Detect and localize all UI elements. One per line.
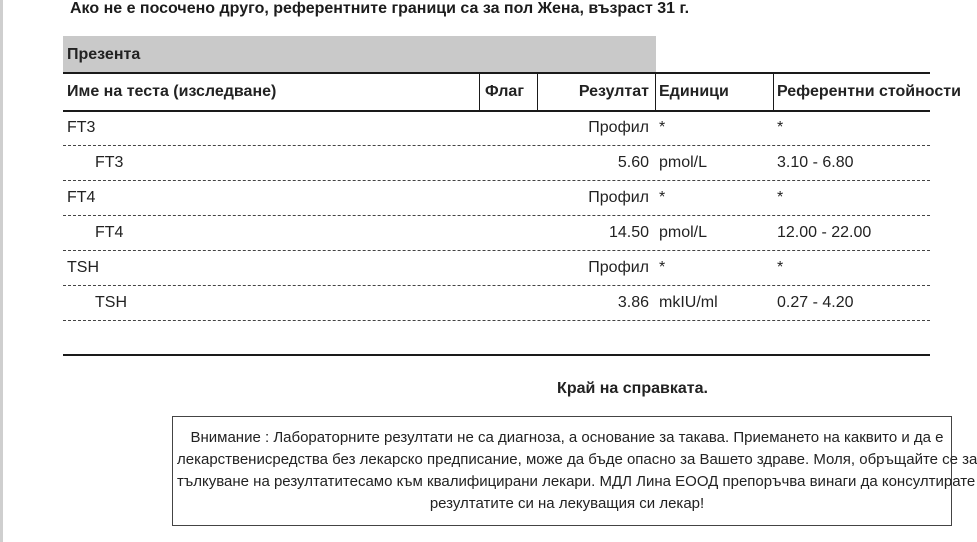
page-left-border xyxy=(0,0,3,542)
test-name: TSH xyxy=(67,259,99,276)
test-reference: * xyxy=(777,189,784,206)
table-row xyxy=(63,250,930,286)
test-reference: 0.27 - 4.20 xyxy=(777,294,854,311)
end-of-report: Край на справката. xyxy=(557,380,708,397)
test-units: * xyxy=(659,189,666,206)
warning-line: Внимание : Лабораторните резултати не са диагноза, а основание за такава. Приемането на каквито и да е xyxy=(190,429,944,446)
column-header-name: Име на теста (изследване) xyxy=(67,83,277,100)
section-title: Презента xyxy=(67,46,141,63)
test-result: 14.50 xyxy=(608,224,649,241)
table-row xyxy=(63,215,930,251)
test-name: FT3 xyxy=(95,154,124,171)
test-result: 5.60 xyxy=(617,154,649,171)
test-reference: * xyxy=(777,119,784,136)
column-header-flag: Флаг xyxy=(485,83,524,100)
column-divider xyxy=(773,74,774,110)
table-row xyxy=(63,285,930,321)
test-units: pmol/L xyxy=(659,154,708,171)
test-name: FT4 xyxy=(95,224,124,241)
test-reference: * xyxy=(777,259,784,276)
section-header xyxy=(63,36,656,72)
test-result: 3.86 xyxy=(617,294,649,311)
test-result: Профил xyxy=(588,259,649,276)
test-reference: 12.00 - 22.00 xyxy=(777,224,872,241)
column-header-result: Резултат xyxy=(578,83,649,100)
column-divider xyxy=(537,74,538,110)
test-result: Профил xyxy=(588,119,649,136)
reference-note: Ако не е посочено друго, референтните граници са за пол Жена, възраст 31 г. xyxy=(70,0,690,17)
column-divider xyxy=(655,74,656,110)
warning-line: лекарственисредства без лекарско предписание, може да бъде опасно за Вашето здраве. Моля, обръщайте се за xyxy=(177,451,977,468)
column-header-units: Единици xyxy=(659,83,729,100)
test-units: mkIU/ml xyxy=(659,294,718,311)
test-name: TSH xyxy=(95,294,127,311)
warning-text xyxy=(177,427,977,515)
test-name: FT3 xyxy=(67,119,96,136)
warning-line: резултатите си на лекуващия си лекар! xyxy=(429,495,705,512)
table-header xyxy=(63,72,961,112)
column-divider xyxy=(479,74,480,110)
table-end-rule xyxy=(63,354,930,356)
test-units: pmol/L xyxy=(659,224,708,241)
table-row xyxy=(63,110,930,146)
test-units: * xyxy=(659,119,666,136)
warning-box xyxy=(172,416,977,526)
test-units: * xyxy=(659,259,666,276)
test-name: FT4 xyxy=(67,189,96,206)
test-result: Профил xyxy=(588,189,649,206)
test-reference: 3.10 - 6.80 xyxy=(777,154,854,171)
table-row xyxy=(63,145,930,181)
table-row xyxy=(63,180,930,216)
column-header-reference: Референтни стойности xyxy=(777,83,961,100)
warning-line: тълкуване на резултатитесамо към квалифицирани лекари. МДЛ Лина ЕООД препоръчва винаги да консултирате xyxy=(177,473,976,490)
